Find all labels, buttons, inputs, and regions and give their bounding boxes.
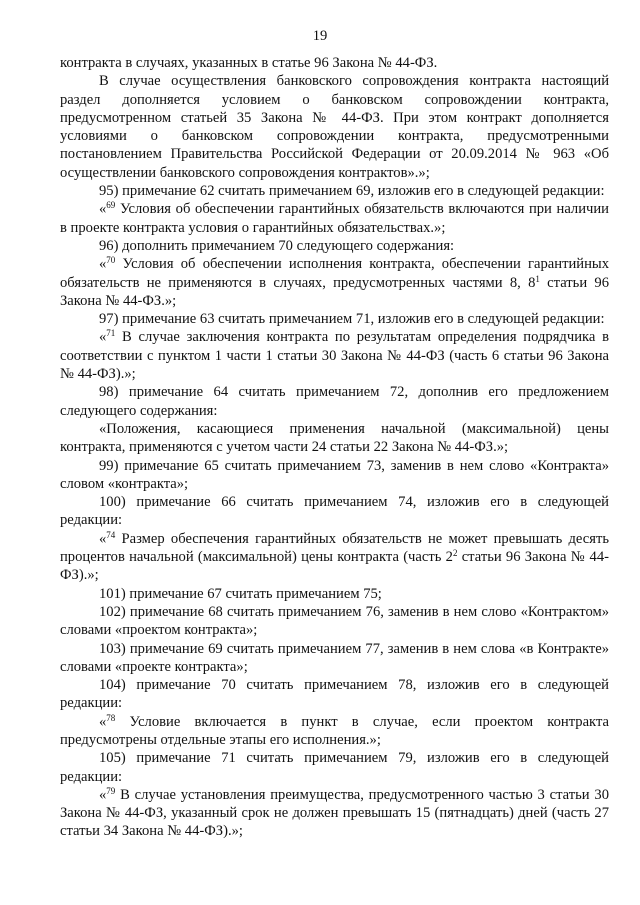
paragraph	[60, 420, 609, 457]
text-run: 102) примечание 68 считать примечанием 76, заменив в нем слово «Контрактом» словами «проектом контракта»;	[60, 603, 609, 639]
superscript: 74	[106, 529, 116, 540]
text-run: 96) дополнить примечанием 70 следующего содержания:	[99, 237, 455, 254]
text-run: «Положения, касающиеся применения начальной (максимальной) цены контракта, применяются с учетом части 24 статьи 22 Закона № 44-ФЗ.»;	[60, 420, 609, 456]
paragraph	[60, 786, 609, 841]
paragraph	[60, 72, 609, 182]
document-body	[60, 54, 609, 841]
text-run: 99) примечание 65 считать примечанием 73, заменив в нем слово «Контракта» словом «контракта»;	[60, 457, 609, 492]
text-run: Условия об обеспечении исполнения контракта, обеспечении гарантийных обязательств не применяются в случаях, предусмотренных частями 8, 8	[60, 256, 609, 291]
text-run: Условия об обеспечении гарантийных обязательств включаются при наличии в проекте контракта условия о гарантийных обязательствах.»;	[60, 201, 609, 236]
paragraph	[60, 530, 609, 585]
text-run: «	[99, 329, 107, 346]
text-run: «	[99, 201, 107, 218]
paragraph	[60, 713, 609, 750]
paragraph	[60, 200, 609, 237]
paragraph	[60, 603, 609, 640]
text-run: 104) примечание 70 считать примечанием 78, изложив его в следующей редакции:	[60, 677, 609, 712]
text-run: контракта в случаях, указанных в статье 96 Закона № 44-ФЗ.	[60, 55, 438, 71]
paragraph	[60, 585, 609, 603]
text-run: статьи 96 Закона № 44-ФЗ).»;	[60, 549, 609, 584]
text-run: 98) примечание 64 считать примечанием 72, дополнив его предложением следующего содержания:	[60, 384, 609, 419]
paragraph	[60, 640, 609, 677]
text-run: 100) примечание 66 считать примечанием 74, изложив его в следующей редакции:	[60, 494, 609, 529]
paragraph	[60, 328, 609, 383]
paragraph	[60, 237, 609, 255]
page-number: 19	[312, 28, 328, 44]
paragraph	[60, 749, 609, 786]
paragraph	[60, 255, 609, 310]
text-run: 103) примечание 69 считать примечанием 77, заменив в нем слова «в Контракте» словами «проекте контракта»;	[60, 640, 609, 675]
text-run: Условие включается в пункт в случае, если проектом контракта предусмотрены отдельные этапы его исполнения.»;	[60, 713, 609, 748]
text-run: 97) примечание 63 считать примечанием 71, изложив его в следующей редакции:	[99, 311, 605, 328]
text-run: 95) примечание 62 считать примечанием 69, изложив его в следующей редакции:	[99, 183, 605, 200]
superscript: 70	[106, 255, 116, 266]
paragraph	[60, 310, 609, 328]
text-run: Размер обеспечения гарантийных обязательств не может превышать десять процентов начальной (максимальной) цены контракта (часть 2	[60, 530, 609, 566]
text-run: «	[99, 713, 107, 730]
text-run: 105) примечание 71 считать примечанием 79, изложив его в следующей редакции:	[60, 750, 609, 785]
paragraph	[60, 54, 609, 72]
superscript: 69	[106, 200, 116, 211]
paragraph	[60, 383, 609, 420]
superscript: 71	[106, 328, 116, 339]
superscript: 2	[452, 548, 458, 559]
text-run: статьи 96 Закона № 44-ФЗ.»;	[60, 274, 609, 309]
paragraph	[60, 457, 609, 494]
superscript: 1	[535, 273, 540, 284]
superscript: 79	[106, 785, 116, 796]
superscript: 78	[106, 712, 116, 723]
text-run: «	[99, 786, 107, 803]
text-run: В случае заключения контракта по результатам определения подрядчика в соответствии с пунктом 1 части 1 статьи 30 Закона № 44-ФЗ (часть 6 статьи 96 Закона № 44-ФЗ).»;	[60, 329, 609, 383]
text-run: «	[99, 256, 107, 273]
paragraph	[60, 676, 609, 713]
text-run: В случае осуществления банковского сопровождения контракта настоящий раздел дополняется условием о банковском сопровождении контракта, предусмотренном статьей 35 Закона № 44-ФЗ. При этом контракт дополняется условиями о банковском сопровождении контракта, предусмотренными постановлением Правительства Российской Федерации от 20.09.2014 № 963 «Об осуществлении банковского сопровождения контрактов».»;	[60, 73, 609, 181]
text-run: «	[99, 530, 107, 547]
paragraph	[60, 493, 609, 530]
paragraph	[60, 182, 609, 200]
text-run: В случае установления преимущества, предусмотренного частью 3 статьи 30 Закона № 44-ФЗ, указанный срок не должен превышать 15 (пятнадцать) дней (часть 27 статьи 34 Закона № 44-ФЗ).»;	[60, 786, 609, 840]
text-run: 101) примечание 67 считать примечанием 75;	[99, 585, 382, 602]
